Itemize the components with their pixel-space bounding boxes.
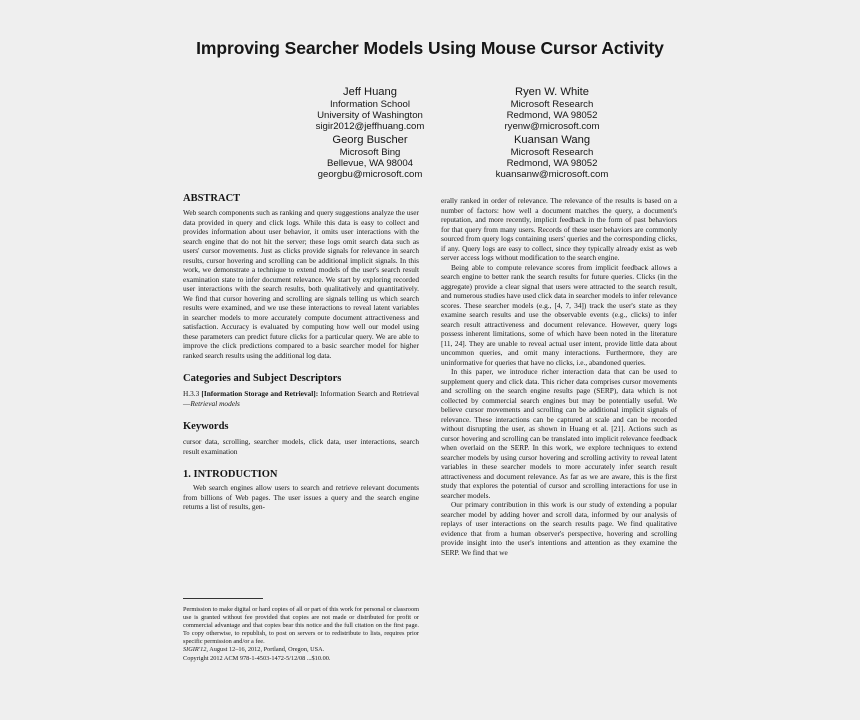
keywords-text: cursor data, scrolling, searcher models, click data, user interactions, search result examination <box>183 437 419 456</box>
paper-title: Improving Searcher Models Using Mouse Cursor Activity <box>196 38 664 58</box>
body-paragraph: Our primary contribution in this work is our study of extending a popular searcher model by adding hover and scroll data, informed by our analysis of replays of user interactions on the search results page. We find qualitative evidence that from a human observer's perspective, hovering and scrolling provide insight into the user's intentions and attention as they examine the SERP. We find that we <box>441 500 677 557</box>
author-block <box>432 134 672 181</box>
abstract-heading: ABSTRACT <box>183 193 241 204</box>
author-email: georgbu@microsoft.com <box>317 169 423 181</box>
author-affiliation: Redmond, WA 98052 <box>506 110 598 122</box>
category-code: H.3.3 <box>183 389 200 398</box>
left-column <box>183 192 419 512</box>
author-affiliation: Redmond, WA 98052 <box>506 158 598 170</box>
author-name: Georg Buscher <box>332 134 408 146</box>
permission-notice <box>183 606 419 663</box>
author-email: sigir2012@jeffhuang.com <box>315 121 425 133</box>
author-affiliation: Bellevue, WA 98004 <box>326 158 414 170</box>
categories-text <box>183 389 419 408</box>
body-paragraph: erally ranked in order of relevance. The relevance of the results is based on a number of factors: how well a document matches the query, a document's reputation, and more recently, implicit feedback in the form of past behaviors for that query from many users. Records of these user behaviors are commonly sourced from query logs containing users' queries and the corresponding clicks, if any. Query logs are easy to collect, since they typically already exist as web server access logs without modification to the search engine. <box>441 196 677 262</box>
right-column <box>441 196 677 557</box>
venue-name: SIGIR'12, <box>183 646 208 654</box>
venue-line <box>183 646 419 654</box>
body-paragraph: Being able to compute relevance scores from implicit feedback allows a search engine to better rank the search results for future queries. Clicks (in the aggregate) provide a clear signal that users were attracted to the search result, and numerous studies have used click data in searcher models to infer relevance scores. These searcher models (e.g., [4, 7, 34]) track the user's state as they examine search results and use the observable events (e.g., clicks) to infer search result attractiveness and document relevance. However, query logs possess inherent limitations, some of which have been noted in the literature [11, 24]. They are unable to reveal actual user intent, provide little data about uncommon queries, and omit many interactions. Furthermore, they are uninformative for queries that have no clicks, i.e., abandoned queries. <box>441 262 677 367</box>
category-name: [Information Storage and Retrieval]: <box>201 389 319 398</box>
author-name: Jeff Huang <box>343 86 397 98</box>
category-subject: Information Search and Retrieval— <box>183 389 419 408</box>
categories-heading: Categories and Subject Descriptors <box>183 373 342 384</box>
intro-paragraph: Web search engines allow users to search and retrieve relevant documents from billions of Web pages. The user issues a query and the search engine returns a list of results, gen- <box>183 483 419 511</box>
author-name: Ryen W. White <box>515 86 589 98</box>
author-name: Kuansan Wang <box>513 134 591 146</box>
author-email: ryenw@microsoft.com <box>504 121 600 133</box>
category-topic: Retrieval models <box>190 398 240 408</box>
author-block <box>432 86 672 133</box>
permission-text: Permission to make digital or hard copies of all or part of this work for personal or classroom use is granted without fee provided that copies are not made or distributed for profit or commercial advantage and that copies bear this notice and the full citation on the first page. To copy otherwise, to republish, to post on servers or to redistribute to lists, requires prior specific permission and/or a fee. <box>183 606 419 646</box>
author-affiliation: Information School <box>330 99 410 110</box>
author-affiliation: Microsoft Research <box>510 147 594 158</box>
author-affiliation: University of Washington <box>317 110 423 122</box>
venue-details: August 12–16, 2012, Portland, Oregon, USA. <box>207 646 325 654</box>
author-affiliation: Microsoft Bing <box>339 147 401 158</box>
author-email: kuansanw@microsoft.com <box>495 169 609 181</box>
footnote-rule <box>183 598 263 599</box>
abstract-text: Web search components such as ranking and query suggestions analyze the user data provided in query and click logs. While this data is easy to collect and provides information about user behavior, it omits user interactions with the search engine that do not hit the server; these logs omit search data such as users' cursor movements. Just as clicks provide signals for relevance in search results, cursor hovering and scrolling can be additional implicit signals. In this work, we demonstrate a technique to extend models of the user's search result examination state to infer document relevance. We start by exploring recorded user interactions with the search results, both qualitatively and quantitatively. We find that cursor hovering and scrolling are signals telling us which search results were examined, and we use these interactions to reveal latent variables in searcher models to more accurately compute document attractiveness and satisfaction. Accuracy is evaluated by computing how well our model using these parameters can predict future clicks for a particular query. We are able to improve the click predictions compared to a basic searcher model for higher ranked search results using the additional log data. <box>183 208 419 360</box>
copyright-line: Copyright 2012 ACM 978-1-4503-1472-5/12/08 ...$10.00. <box>183 654 331 662</box>
keywords-heading: Keywords <box>183 421 229 432</box>
section-heading-introduction: 1. INTRODUCTION <box>183 469 278 480</box>
author-affiliation: Microsoft Research <box>510 99 594 110</box>
body-paragraph: In this paper, we introduce richer interaction data that can be used to supplement query and click data. This richer data comprises cursor movements and scrolling on the search engine results page (SERP), data which is not collected by commercial search engines but may be potentially useful. We believe cursor movements and scrolling can be additional implicit signals of relevance. These interactions can be captured at scale and can be recorded without disrupting the user, as shown in Huang et al. [21]. Actions such as cursor hovering and scrolling can be translated into implicit relevance feedback when overlaid on the SERP. In this work, we explore techniques to extend searcher models by using cursor hovering and scrolling activity to reveal latent variables in these searcher models to more accurately infer search result attractiveness and document relevance. As far as we are aware, this is the first study that explores the potential of cursor and scrolling interactions for use in searcher models. <box>441 367 677 500</box>
